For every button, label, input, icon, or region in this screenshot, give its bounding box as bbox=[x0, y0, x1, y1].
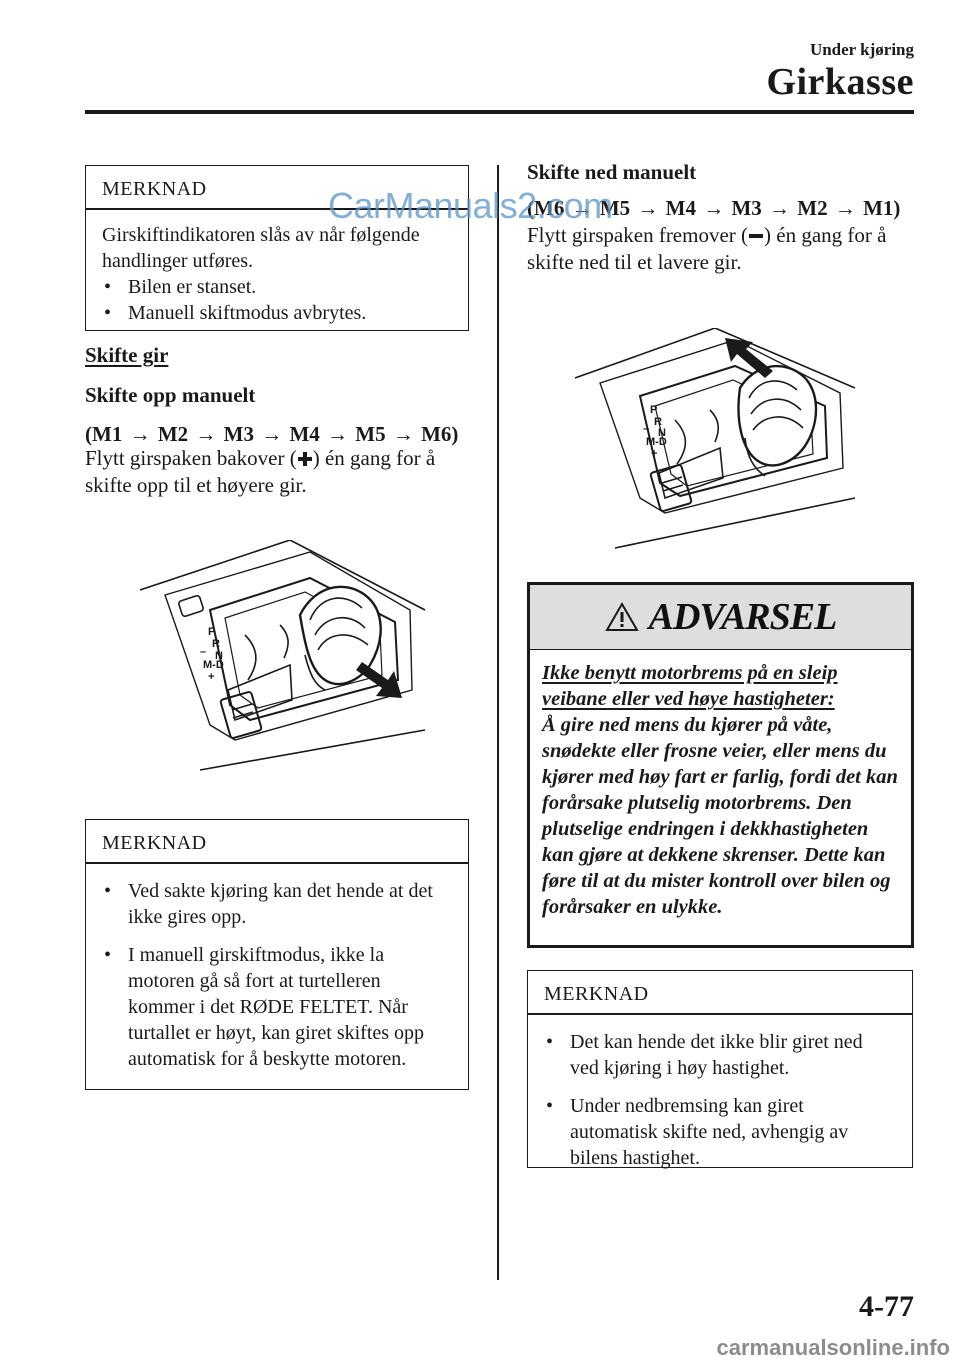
column-divider bbox=[497, 165, 499, 1280]
gate-label-p: P bbox=[650, 404, 658, 416]
list-item: • Under nedbremsing kan giret automatisk skifte ned, avhengig av bilens hastighet. bbox=[546, 1094, 849, 1169]
header-rule bbox=[85, 110, 914, 114]
upshift-illustration bbox=[140, 540, 430, 775]
section-label: Under kjøring bbox=[809, 40, 914, 59]
warning-box bbox=[527, 582, 914, 948]
gate-label-minus: – bbox=[643, 423, 650, 435]
downshift-heading: Skifte ned manuelt bbox=[527, 160, 697, 184]
note-text: Girskiftindikatoren slås av når følgende handlinger utføres. bbox=[102, 223, 420, 272]
list-item: • I manuell girskiftmodus, ikke la motoren gå så fort at turtelleren kommer i det RØDE FELTET. Når turtallet er høyt, kan giret skiftes opp automatisk for å beskytte motoren. bbox=[104, 943, 425, 1070]
downshift-illustration bbox=[575, 328, 865, 553]
gate-label-r: R bbox=[654, 416, 662, 428]
footer-watermark: carmanualsonline.info bbox=[716, 1335, 950, 1360]
note-label: MERKNAD bbox=[544, 983, 649, 1005]
list-item: • Manuell skiftmodus avbrytes. bbox=[104, 301, 367, 324]
gate-label-minus: – bbox=[200, 646, 207, 658]
gate-label-plus: + bbox=[208, 671, 215, 683]
warning-title: ADVARSEL bbox=[648, 596, 837, 638]
warning-header bbox=[530, 585, 911, 650]
note-box-2 bbox=[85, 819, 469, 1090]
note-label: MERKNAD bbox=[102, 178, 207, 200]
upshift-heading: Skifte opp manuelt bbox=[85, 383, 256, 407]
warning-body bbox=[530, 650, 911, 928]
note-body bbox=[86, 210, 468, 338]
section-heading: Skifte gir bbox=[85, 343, 169, 367]
gate-label-plus: + bbox=[651, 448, 658, 460]
watermark-text: CarManuals2.com bbox=[328, 185, 613, 226]
warning-text: Å gire ned mens du kjører på våte, snødekte eller frosne veier, eller mens du kjører med høy fart er farlig, fordi det kan forårsake plutselig motorbrems. Den plutselige endringen i dekkhastigheten kan gjøre at dekkene skrenser. Dette kan føre til at du mister kontroll over bilen og forårsaker en ulykke. bbox=[542, 714, 898, 918]
note-body bbox=[86, 864, 468, 1084]
list-item: • Det kan hende det ikke blir giret ned ved kjøring i høy hastighet. bbox=[546, 1030, 863, 1079]
note-label: MERKNAD bbox=[102, 832, 207, 854]
list-item: • Bilen er stanset. bbox=[104, 275, 257, 298]
gate-label-md: M-D bbox=[646, 436, 667, 448]
gate-label-n: N bbox=[658, 427, 666, 439]
list-item: • Ved sakte kjøring kan det hende at det ikke gires opp. bbox=[104, 879, 433, 928]
warning-lead: Ikke benytt motorbrems på en sleip veibane eller ved høye hastigheter: bbox=[542, 662, 838, 710]
note-body bbox=[528, 1015, 912, 1183]
downshift-instruction: Flytt girspaken fremover ( ) én gang for å skifte ned til et lavere gir. bbox=[527, 223, 887, 274]
warning-triangle-icon bbox=[605, 602, 639, 632]
upshift-sequence: (M1 → M2 → M3 → M4 → M5 → M6) bbox=[85, 422, 459, 446]
gate-label-md: M-D bbox=[203, 659, 224, 671]
page-number: 4-77 bbox=[859, 1290, 914, 1323]
gate-label-p: P bbox=[208, 626, 216, 638]
downshift-sequence: (M6 → M5 → M4 → M3 → M2 → M1) bbox=[527, 196, 901, 220]
page-title: Girkasse bbox=[766, 61, 914, 103]
gate-label-r: R bbox=[212, 638, 220, 650]
minus-symbol-icon bbox=[749, 223, 763, 237]
plus-symbol-icon bbox=[298, 446, 312, 460]
upshift-instruction: Flytt girspaken bakover ( ) én gang for å skifte opp til et høyere gir. bbox=[85, 446, 436, 497]
gate-label-n: N bbox=[215, 650, 223, 662]
note-box-3 bbox=[527, 970, 913, 1168]
